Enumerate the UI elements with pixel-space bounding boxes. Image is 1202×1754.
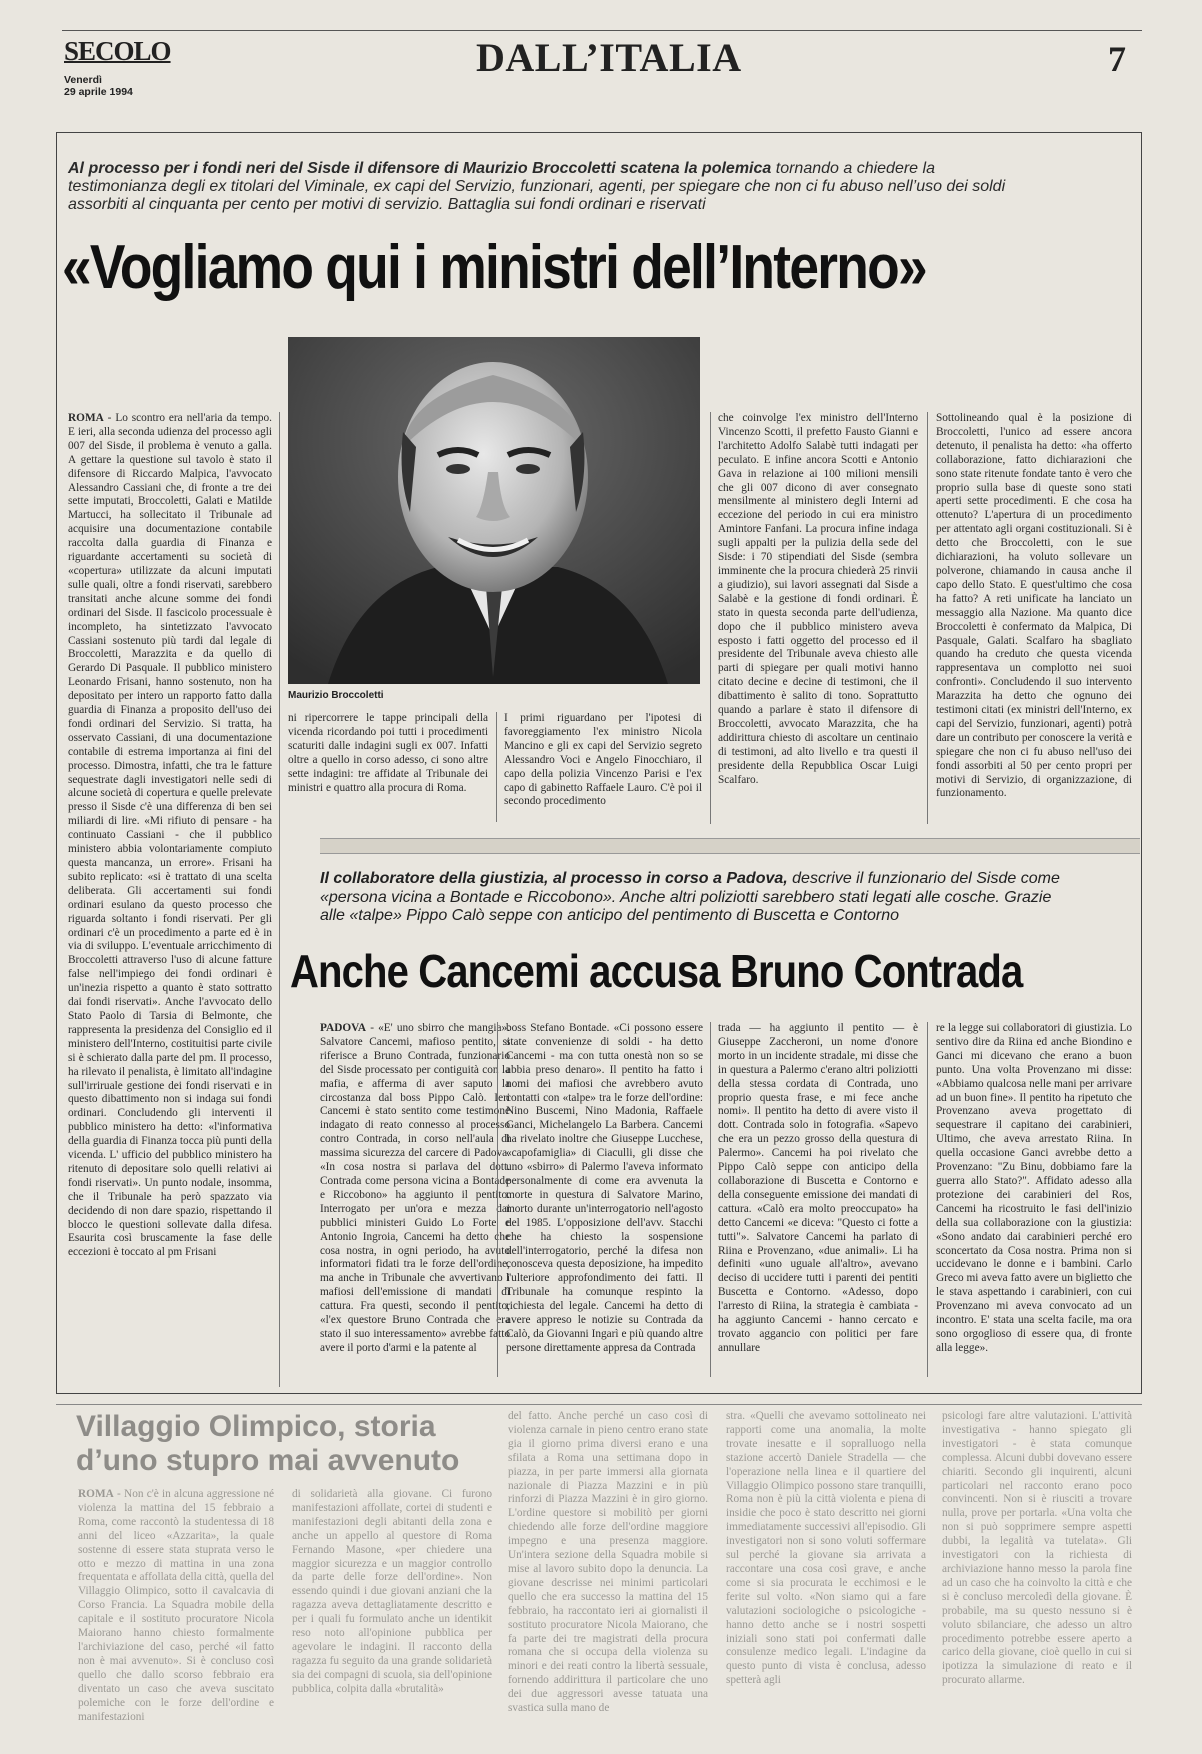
column-rule [927,412,928,824]
article2-kicker-rest: descrive il funzionario del Sisde come «persona vicina a Bontade e Riccobono». Anche altri poliziotti sarebbero stati legati alle cosche. Grazie alle «talpe» Pippo Calò seppe con anticipo del pentimento di Buscetta e Contorno [320,870,1060,924]
photo-caption: Maurizio Broccoletti [288,690,384,701]
article3-text-2: di solidarietà alla giovane. Ci furono manifestazioni affollate, cortei di studenti e manifestazioni degli abitanti della zona e anche un appello al questore di Roma Fernando Masone, «per chiedere una maggior sicurezza e un maggior controllo da parte delle forze dell'ordine». Non essendo quindi i due giovani anziani che la ragazza aveva dettagliatamente descritto e per i quali fu formulato anche un identikit reso noto all'opinione pubblica per agevolare le indagini. Il racconto della ragazza fu seguito da una grande solidarietà sia dei compagni di scuola, sia dell'opinione pubblica, colpita dalla «brutalità» [292,1488,492,1695]
column-rule [279,412,280,1387]
article1-text-3: I primi riguardano per l'ipotesi di favoreggiamento l'ex ministro Nicola Mancino e gli ex capi del Servizio segreto Alessandro Voci e Angelo Finocchiaro, il capo della polizia Vincenzo Parisi e l'ex capo di gabinetto Raffaele Lauro. C'è poi il secondo procedimento [504,712,702,808]
page-number: 7 [1108,39,1126,79]
article3-column-1 [78,1488,274,1744]
column-rule [496,712,497,822]
article2-dateline: PADOVA [320,1022,367,1034]
article3-column-2 [292,1488,492,1744]
portrait-illustration [288,337,700,684]
article3-column-4 [726,1410,926,1744]
article1-kicker-bold: Al processo per i fondi neri del Sisde il difensore di Maurizio Broccoletti scatena la polemica [68,160,772,177]
article3-headline: Villaggio Olimpico, storia d’uno stupro mai avvenuto [76,1410,460,1477]
article3-column-3 [508,1410,708,1744]
article2-column-3 [718,1022,918,1377]
section-divider [320,838,1140,854]
article1-kicker [68,160,1008,214]
article2-headline: Anche Cancemi accusa Bruno Contrada [290,945,1023,997]
issue-day: 29 aprile 1994 [64,86,133,98]
issue-date [64,74,133,98]
article2-text-1: - «E' uno sbirro che mangia». Salvatore Cancemi, mafioso pentito, si riferisce a Bruno Contrada, funzionario del Sisde processato per contiguità con la mafia, e afferma di aver saputo la circostanza dal boss Pippo Calò. Ieri Cancemi è stato sentito come testimone indagato di reato connesso al processo contro Contrada, in corso nell'aula di massima sicurezza del carcere di Padova. «In cosa nostra si parlava del dott. Contrada come persona vicina a Bontade e Riccobono» ha aggiunto il pentito. Interrogato per un'ora e mezza dai pubblici ministeri Guido Lo Forte e Antonio Ingroia, Cancemi ha detto che cosa nostra, in ogni periodo, ha avuto informatori fidati tra le forze dell'ordine, ma anche in Tribunale che avvertivano i mafiosi dell'emissione di mandati di cattura. Fra questi, secondo il pentito, «l'ex questore Bruno Contrada che era stato il suo interessamento» avrebbe fatto avere il porto d'armi e la patente al [320,1022,510,1354]
article2-text-4: re la legge sui collaboratori di giustizia. Lo sentivo dire da Riina ed anche Biondino e Ganci mi dicevano che erano a buon punto. Una volta Provenzano mi disse: «Abbiamo qualcosa nelle mani per arrivare ad un buon fine». Il pentito ha ripetuto che Provenzano aveva progettato di sequestrare il capitano dei carabinieri, Ultimo, che aveva arrestato Riina. In quella occasione Ganci avrebbe detto a Provenzano: "Zu Binu, dobbiamo fare la guerra allo Stato?". Affidato adesso alla protezione dei carabinieri del Ros, Cancemi ha ricostruito le fasi dell'inizio della sua collaborazione con la giustizia: «Sono andato dai carabinieri perché ero sconcertato da Cosa nostra. Prima non si uccidevano le donne e i bambini. Carlo Greco mi aveva fatto avere un biglietto che le stava aspettando i carabinieri, con cui Provenzano mi aveva convocato ad un incontro. E' stata una scelta facile, ma ora sono orgoglioso di essere qua, di fronte alla legge». [936,1022,1132,1354]
article3-text-3: del fatto. Anche perché un caso così di violenza carnale in pieno centro erano state gia il giorno prima diversi erano e una sfilata a Roma una settimana dopo in piazza, in per parte immersi alla giornata nazionale di Piazza Mazzini e in più rinforzi di Piazza Mazzini è in giro giorno. L'ordine questore si mobilitò per giorni chiedendo alle forze dell'ordine maggiore impegno e una presenza maggiore. Un'intera sezione della Squadra mobile si mise al lavoro subito dopo la denuncia. La giovane descrisse nei minimi particolari quello che era successo la mattina del 15 febbraio, ha raccontato ieri ai giornalisti il sostituto procuratore Nicola Maiorano, che fa parte dei tre magistrati della procura romana che si occupa della violenza su minori e dei reati contro la libertà sessuale, fornendo addirittura il particolare che uno dei due aggressori avesse tatuata una svastica sulla mano de [508,1410,708,1715]
article1-column-5 [936,412,1132,824]
article3-dateline: ROMA [78,1488,114,1500]
article3-text-1: - Non c'è in alcuna aggressione né violenza la mattina del 15 febbraio a Roma, come raccontò la studentessa di 18 anni del liceo «Azzarita», la quale sostenne di essere stata stuprata verso le otto e mezzo di mattina in una zona frequentata e affollata della città, quella del Villaggio Olimpico, sotto il cavalcavia di Corso Francia. La Squadra mobile della capitale e il sostituto procuratore Nicola Maiorano hanno chiesto formalmente l'archiviazione del caso, perché «il fatto non è mai avvenuto». Si è concluso così quello che dallo scorso febbraio era diventato un caso che aveva suscitato polemiche con le forze dell'ordine e manifestazioni [78,1488,274,1723]
article1-headline: «Vogliamo qui i ministri dell’Interno» [62,233,926,302]
article3-text-5: psicologi fare altre valutazioni. L'attività investigativa - hanno spiegato gli investigatori - è stata comunque complessa. Alcuni dubbi dovevano essere chiariti. Secondo gli inquirenti, alcuni particolari nel racconto erano poco convincenti. Non si è riusciti a trovare nulla, prove per portarla. «Una volta che non si può sopprimere sempre aspetti dubbi, la legalità va tutelata». Gli investigatori con la richiesta di archiviazione hanno messo la parola fine ad un caso che ha coinvolto la città e che si è concluso mercoledì della giovane. È probabile, ma su questo nessuno si è voluto sbilanciare, che adesso un altro procedimento potrebbe essere aperto a carico della giovane, cioè quello in cui si ipotizza la simulazione di reato e il procurato allarme. [942,1410,1132,1687]
issue-weekday: Venerdì [64,74,102,86]
article1-text-5: Sottolineando qual è la posizione di Broccoletti, l'unico ad essere ancora detenuto, il penalista ha detto: «ha offerto collaborazione, fatto dichiarazioni che sono state ritenute fondate tanto è vero che proprio sulla base di queste sono stati aperti sette procedimenti. E che cosa ha ottenuto? L'apertura di un procedimento per attentato agli organi costituzionali. Si è detto che Broccoletti, con le sue dichiarazioni, ha voluto sollevare un polverone, chiamando in causa anche il capo dello Stato. E quest'ultimo che cosa ha fatto? A reti unificate ha lanciato un messaggio alla Nazione. Ma quanto dice Broccoletti è confermato da Malpica, Di Pasquale, Galati. Scalfaro ha sbagliato quando ha creduto che questa vicenda rappresentava un complotto nei suoi confronti». Concludendo il suo intervento Marazzita ha detto che ognuno dei testimoni citati (ex ministri dell'Interno, ex capi del Servizio, funzionari, agenti) potrà dare un contributo per conoscere la verità e spiegare che non ci fu abuso nell'uso dei fondi assorbiti al 50 per cento propri per motivi di Servizio, di organizzazione, di funzionamento. [936,412,1132,800]
article3-text-4: stra. «Quelli che avevamo sottolineato nei rapporti come una anomalia, la molte trovate inesatte e il sopralluogo nella stazione accertò Daniele Stradella — che l'operazione nella linea e il quartiere del Villaggio Olimpico possono stare tranquilli, Roma non è più la città violenta e piena di insidie che poco è stato descritto nei giorni immediatamente successivi all'episodio. Gli investigatori non si sono voluti soffermare sul perché la giovane sia arrivata a raccontare una cosa così grave, e anche come si sia procurata le ecchimosi e le ferite sul volto. «Non siamo qui a fare valutazioni sociologiche o psicologiche - hanno detto anche se i nostri sospetti iniziali sono stati poi confermati dalle consulenze medico legali. L'indagine da questo punto di vista è conclusa, adesso spetterà agli [726,1410,926,1687]
article1-text-1: - Lo scontro era nell'aria da tempo. E ieri, alla seconda udienza del processo agli 007 del Sisde, il problema è venuto a galla. A gettare la questione sul tavolo è stato il difensore di Riccardo Malpica, l'avvocato Alessandro Cassiani che, di fronte a tre dei sette imputati, Broccoletti, Galati e Matilde Martucci, ha sollecitato il Tribunale ad acquisire una documentazione contabile raccolta dalla guardia di Finanza e riguardante accertamenti su società di «copertura» utilizzate da alcuni imputati sulle quali, oltre a fondi riservati, sarebbero transitati anche alcune somme dei fondi ordinari del Sisde. Il fascicolo processuale è incompleto, ha sintetizzato l'avvocato Cassiani sostenuto più tardi dal legale di Broccoletti, Marazzita e da quello di Gerardo Di Pasquale. Il pubblico ministero Leonardo Frisani, hanno sostenuto, non ha depositato per intero un rapporto fatto dalla guardia di Finanza a proposito dell'uso dei fondi ordinari del Servizio. Si tratta, ha osservato Cassiani, di una documentazione contabile di estrema importanza ai fini del processo. Dimostra, infatti, che tra le fatture sequestrate dagli investigatori nelle sedi di alcune società di copertura e quelle prelevate presso il Sisde c'è una differenza di ben sei miliardi di lire. «Mi rifiuto di pensare - ha continuato Cassiani - che il pubblico ministero abbia volontariamente compiuto questa mancanza, un errore». Frisani ha subito replicato: «si è trattato di una scelta deliberata. Gli accertamenti sui fondi ordinari esulano da questo processo che riguarda soltanto i fondi riservati. Per gli ordinari c'è un procedimento a parte ed è in via di sviluppo. L'eventuale arricchimento di Broccoletti attraverso l'uso di alcune fatture false nell'impiego dei fondi ordinari è un'inezia rispetto a quanto è stato sottratto dai fondi riservati». Anche l'avvocato dello Stato Paolo di Tarsia di Belmonte, che rappresenta la presidenza del Consiglio ed il ministero dell'Interno, costituitisi parte civile si è schierato dalla parte del pm. Il processo, ha rilevato il penalista, è limitato all'indagine sull'irriruale gestione dei fondi riservati e in questo dibattimento non si indaga sui fondi ordinari. Concludendo gli interventi il pubblico ministero ha detto: «l'informativa della guardia di Finanza tocca più punti della vicenda. L' ufficio del pubblico ministero ha ritenuto di depositare solo quelli relativi ai fondi riservati». Un punto nodale, insomma, che il Tribunale ha però spazzato via decidendo di non dare spazio, rispettando il blocco le questioni sollevate dalla difesa. Esaurita così bruscamente la fase delle eccezioni è toccato al pm Frisani [68,412,272,1259]
portrait-photo [288,337,700,684]
article2-kicker [320,870,1060,926]
column-rule [927,1022,928,1377]
article2-text-3: trada — ha aggiunto il pentito — è Giuseppe Zaccheroni, un nome d'onore morto in un incidente stradale, mi disse che in questura a Palermo c'erano altri poliziotti della stessa cordata di Contrada, uno proprio questa frase, e mi fece anche nomi». Il pentito ha detto di avere visto il dott. Contrada solo in fotografia. «Sapevo che era un pezzo grosso della questura di Palermo». Cancemi ha poi rivelato che Pippo Calò seppe con anticipo della collaborazione di Buscetta e Contorno e della conseguente emissione dei mandati di cattura. «Calò era molto preoccupato» ha detto Cancemi «e diceva: "Questo ci fotte a tutti"». Salvatore Cancemi ha parlato di Riina e Provenzano, «due animali». Li ha definiti «uno uguale all'altro», avevano deciso di uccidere tutti i parenti dei pentiti Buscetta e Contorno. «Adesso, dopo l'arresto di Riina, la strategia è cambiata - ha aggiunto Cancemi - hanno cercato e trovato aggancio con politici per fare annullare [718,1022,918,1354]
article2-column-1 [320,1022,510,1377]
section-title: DALL’ITALIA [476,35,742,80]
article2-kicker-bold: Il collaboratore della giustizia, al processo in corso a Padova, [320,870,788,887]
column-rule [497,1022,498,1377]
article1-kicker-rest: tornando a chiedere la testimonianza degli ex titolari del Viminale, ex capi del Servizio, funzionari, agenti, per spiegare che non ci fu abuso nell’uso dei soldi assorbiti al cinquanta per cento per motivi di servizio. Battaglia sui fondi ordinari e riservati [68,160,1006,213]
article1-column-1 [68,412,272,1387]
article1-column-3 [504,712,702,824]
article1-text-2: ni ripercorrere le tappe principali della vicenda ricordando poi tutti i procedimenti scaturiti dalle indagini sugli ex 007. Infatti oltre a quello in corso adesso, ci sono altre sette indagini: tre affidate al Tribunale dei ministri e quattro alla procura di Roma. [288,712,488,794]
article1-dateline: ROMA [68,412,104,424]
article1-column-2 [288,712,488,852]
article2-column-2 [506,1022,703,1377]
article3-column-5 [942,1410,1132,1744]
article1-column-4 [718,412,918,824]
masthead-rule [62,30,1142,31]
newspaper-name: SECOLO [64,36,171,66]
article2-column-4 [936,1022,1132,1377]
column-rule [710,1022,711,1377]
article1-text-4: che coinvolge l'ex ministro dell'Interno Vincenzo Scotti, il prefetto Fausto Gianni e l'architetto Adolfo Salabè tutti indagati per peculato. E infine ancora Scotti e Antonio Gava in relazione ai 100 milioni mensili che gli 007 dicono di aver consegnato mensilmente al ministero degli Interni ad eccezione del periodo in cui era ministro Amintore Fanfani. La procura infine indaga sugli appalti per la pulizia della sede del Sisde: i 70 stipendiati del Sisde (sembra imminente che la procura chiederà 25 rinvii a giudizio), sui lavori assegnati dal Sisde a Salabè e la gestione di fondi ordinari. È stato in questa seconda parte dell'udienza, dopo che il pubblico ministero aveva esposto i fatti oggetto del processo ed il presidente del Tribunale aveva chiesto alle parti di spiegare per quali motivi hanno citato decine e decine di testimoni, che il dibattimento è salito di tono. Soprattutto quando a parlare è stato il difensore di Broccoletti, avvocato Marazzita, che ha addirittura chiesto di ascoltare un centinaio di testimoni, ad alto livello e tra questi il presidente della Repubblica Oscar Luigi Scalfaro. [718,412,918,786]
column-rule [710,412,711,824]
article2-text-2: boss Stefano Bontade. «Ci possono essere state convenienze di soldi - ha detto Cancemi - ma con tutta onestà non so se abbia preso denaro». Il pentito ha fatto i nomi dei mafiosi che avrebbero avuto contatti con «talpe» tra le forze dell'ordine: Nino Buscemi, Nino Madonia, Raffaele Ganci, Michelangelo La Barbera. Cancemi ha rivelato inoltre che Giuseppe Lucchese, «capofamiglia» di Ciaculli, gli disse che uno «sbirro» di Palermo l'aveva informato personalmente di come era avvenuta la morte in questura di Salvatore Marino, morto durante un'interrogatorio nell'agosto del 1985. L'opposizione dell'avv. Stacchi che ha chiesto la sospensione dell'interrogatorio, perché la difesa non conosceva questa deposizione, ha impedito l'ulteriore approfondimento dei fatti. Il Tribunale ha comunque respinto la richiesta del legale. Cancemi ha detto di avere appreso le notizie su Contrada da Calò, da Giovanni Ingarì e più quando altre persone direttamente appresa da Contrada [506,1022,703,1354]
